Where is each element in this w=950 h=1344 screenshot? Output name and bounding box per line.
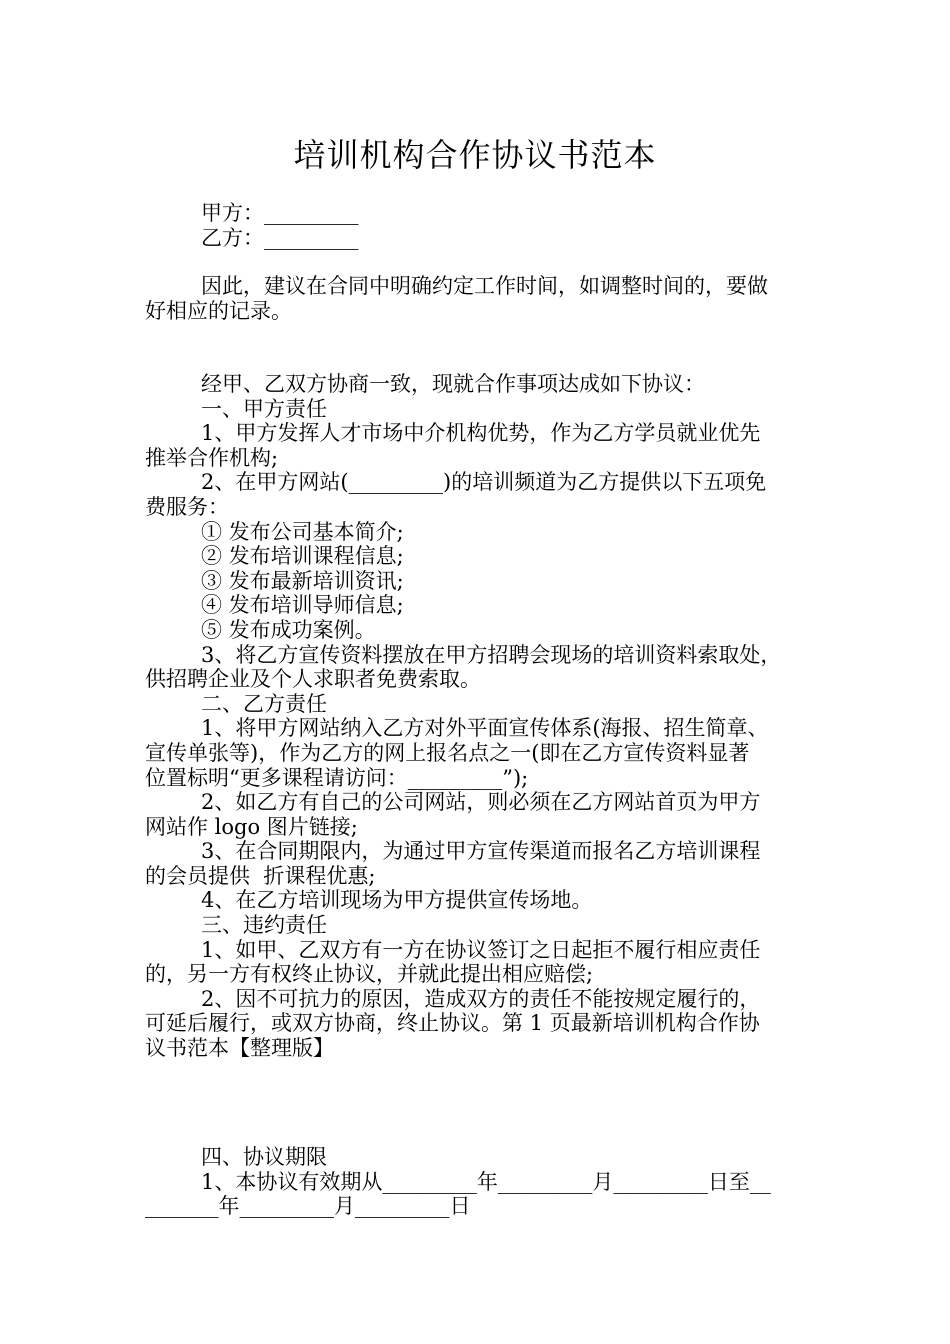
text-line: 三、违约责任 <box>201 913 327 938</box>
text-line: 2、因不可抗力的原因，造成双方的责任不能按规定履行的， <box>201 986 761 1011</box>
text-line: 位置标明“更多课程请访问：_________”); <box>145 765 529 790</box>
text-line: 1、本协议有效期从_________年_________月_________日至__ <box>201 1169 771 1194</box>
text-line: 2、如乙方有自己的公司网站，则必须在乙方网站首页为甲方 <box>201 790 761 815</box>
text-line: 4、在乙方培训现场为甲方提供宣传场地。 <box>201 888 593 913</box>
text-line: 经甲、乙双方协商一致，现就合作事项达成如下协议： <box>201 372 705 396</box>
text-line: 四、协议期限 <box>201 1145 327 1169</box>
text-line: 供招聘企业及个人求职者免费索取。 <box>145 667 481 692</box>
text-line: ① 发布公司基本简介; <box>201 519 404 544</box>
text-line: 的会员提供 折课程优惠; <box>145 863 376 888</box>
text-line: ⑤ 发布成功案例。 <box>201 617 376 642</box>
text-line: 1、甲方发挥人才市场中介机构优势，作为乙方学员就业优先 <box>201 421 761 446</box>
text-line: 1、如甲、乙双方有一方在协议签订之日起拒不履行相应责任 <box>201 937 761 962</box>
text-line: 议书范本【整理版】 <box>145 1036 334 1061</box>
text-line: 1、将甲方网站纳入乙方对外平面宣传体系(海报、招生简章、 <box>201 716 769 741</box>
text-line: 好相应的记录。 <box>145 298 292 323</box>
text-line: 3、在合同期限内，为通过甲方宣传渠道而报名乙方培训课程 <box>201 839 761 864</box>
text-line: 可延后履行，或双方协商，终止协议。第 1 页最新培训机构合作协 <box>145 1011 760 1036</box>
party-a-line: 甲方：_________ <box>201 201 359 225</box>
text-line: 费服务： <box>145 494 229 519</box>
text-line: ② 发布培训课程信息; <box>201 544 404 569</box>
agreement-body <box>145 372 810 1061</box>
text-line: 网站作 logo 图片链接; <box>145 814 358 839</box>
text-line: ④ 发布培训导师信息; <box>201 593 404 618</box>
text-line: 3、将乙方宣传资料摆放在甲方招聘会现场的培训资料索取处， <box>201 642 782 667</box>
text-line: ③ 发布最新培训资讯; <box>201 568 404 593</box>
party-b-line: 乙方：_________ <box>201 225 359 250</box>
text-line: 的，另一方有权终止协议，并就此提出相应赔偿; <box>145 962 594 987</box>
parties-block <box>145 201 810 250</box>
section-term <box>145 1145 810 1219</box>
text-line: 一、甲方责任 <box>201 396 327 421</box>
document-title: 培训机构合作协议书范本 <box>293 136 657 174</box>
text-line: 2、在甲方网站(_________)的培训频道为乙方提供以下五项免 <box>201 470 767 495</box>
text-line: 因此，建议在合同中明确约定工作时间，如调整时间的，要做 <box>201 274 768 298</box>
text-line: 宣传单张等)，作为乙方的网上报名点之一(即在乙方宣传资料显著 <box>145 740 750 765</box>
text-line: 二、乙方责任 <box>201 691 327 716</box>
intro-paragraph <box>145 274 810 323</box>
text-line: 推举合作机构; <box>145 445 279 470</box>
text-line: _______年_________月_________日 <box>145 1194 471 1219</box>
